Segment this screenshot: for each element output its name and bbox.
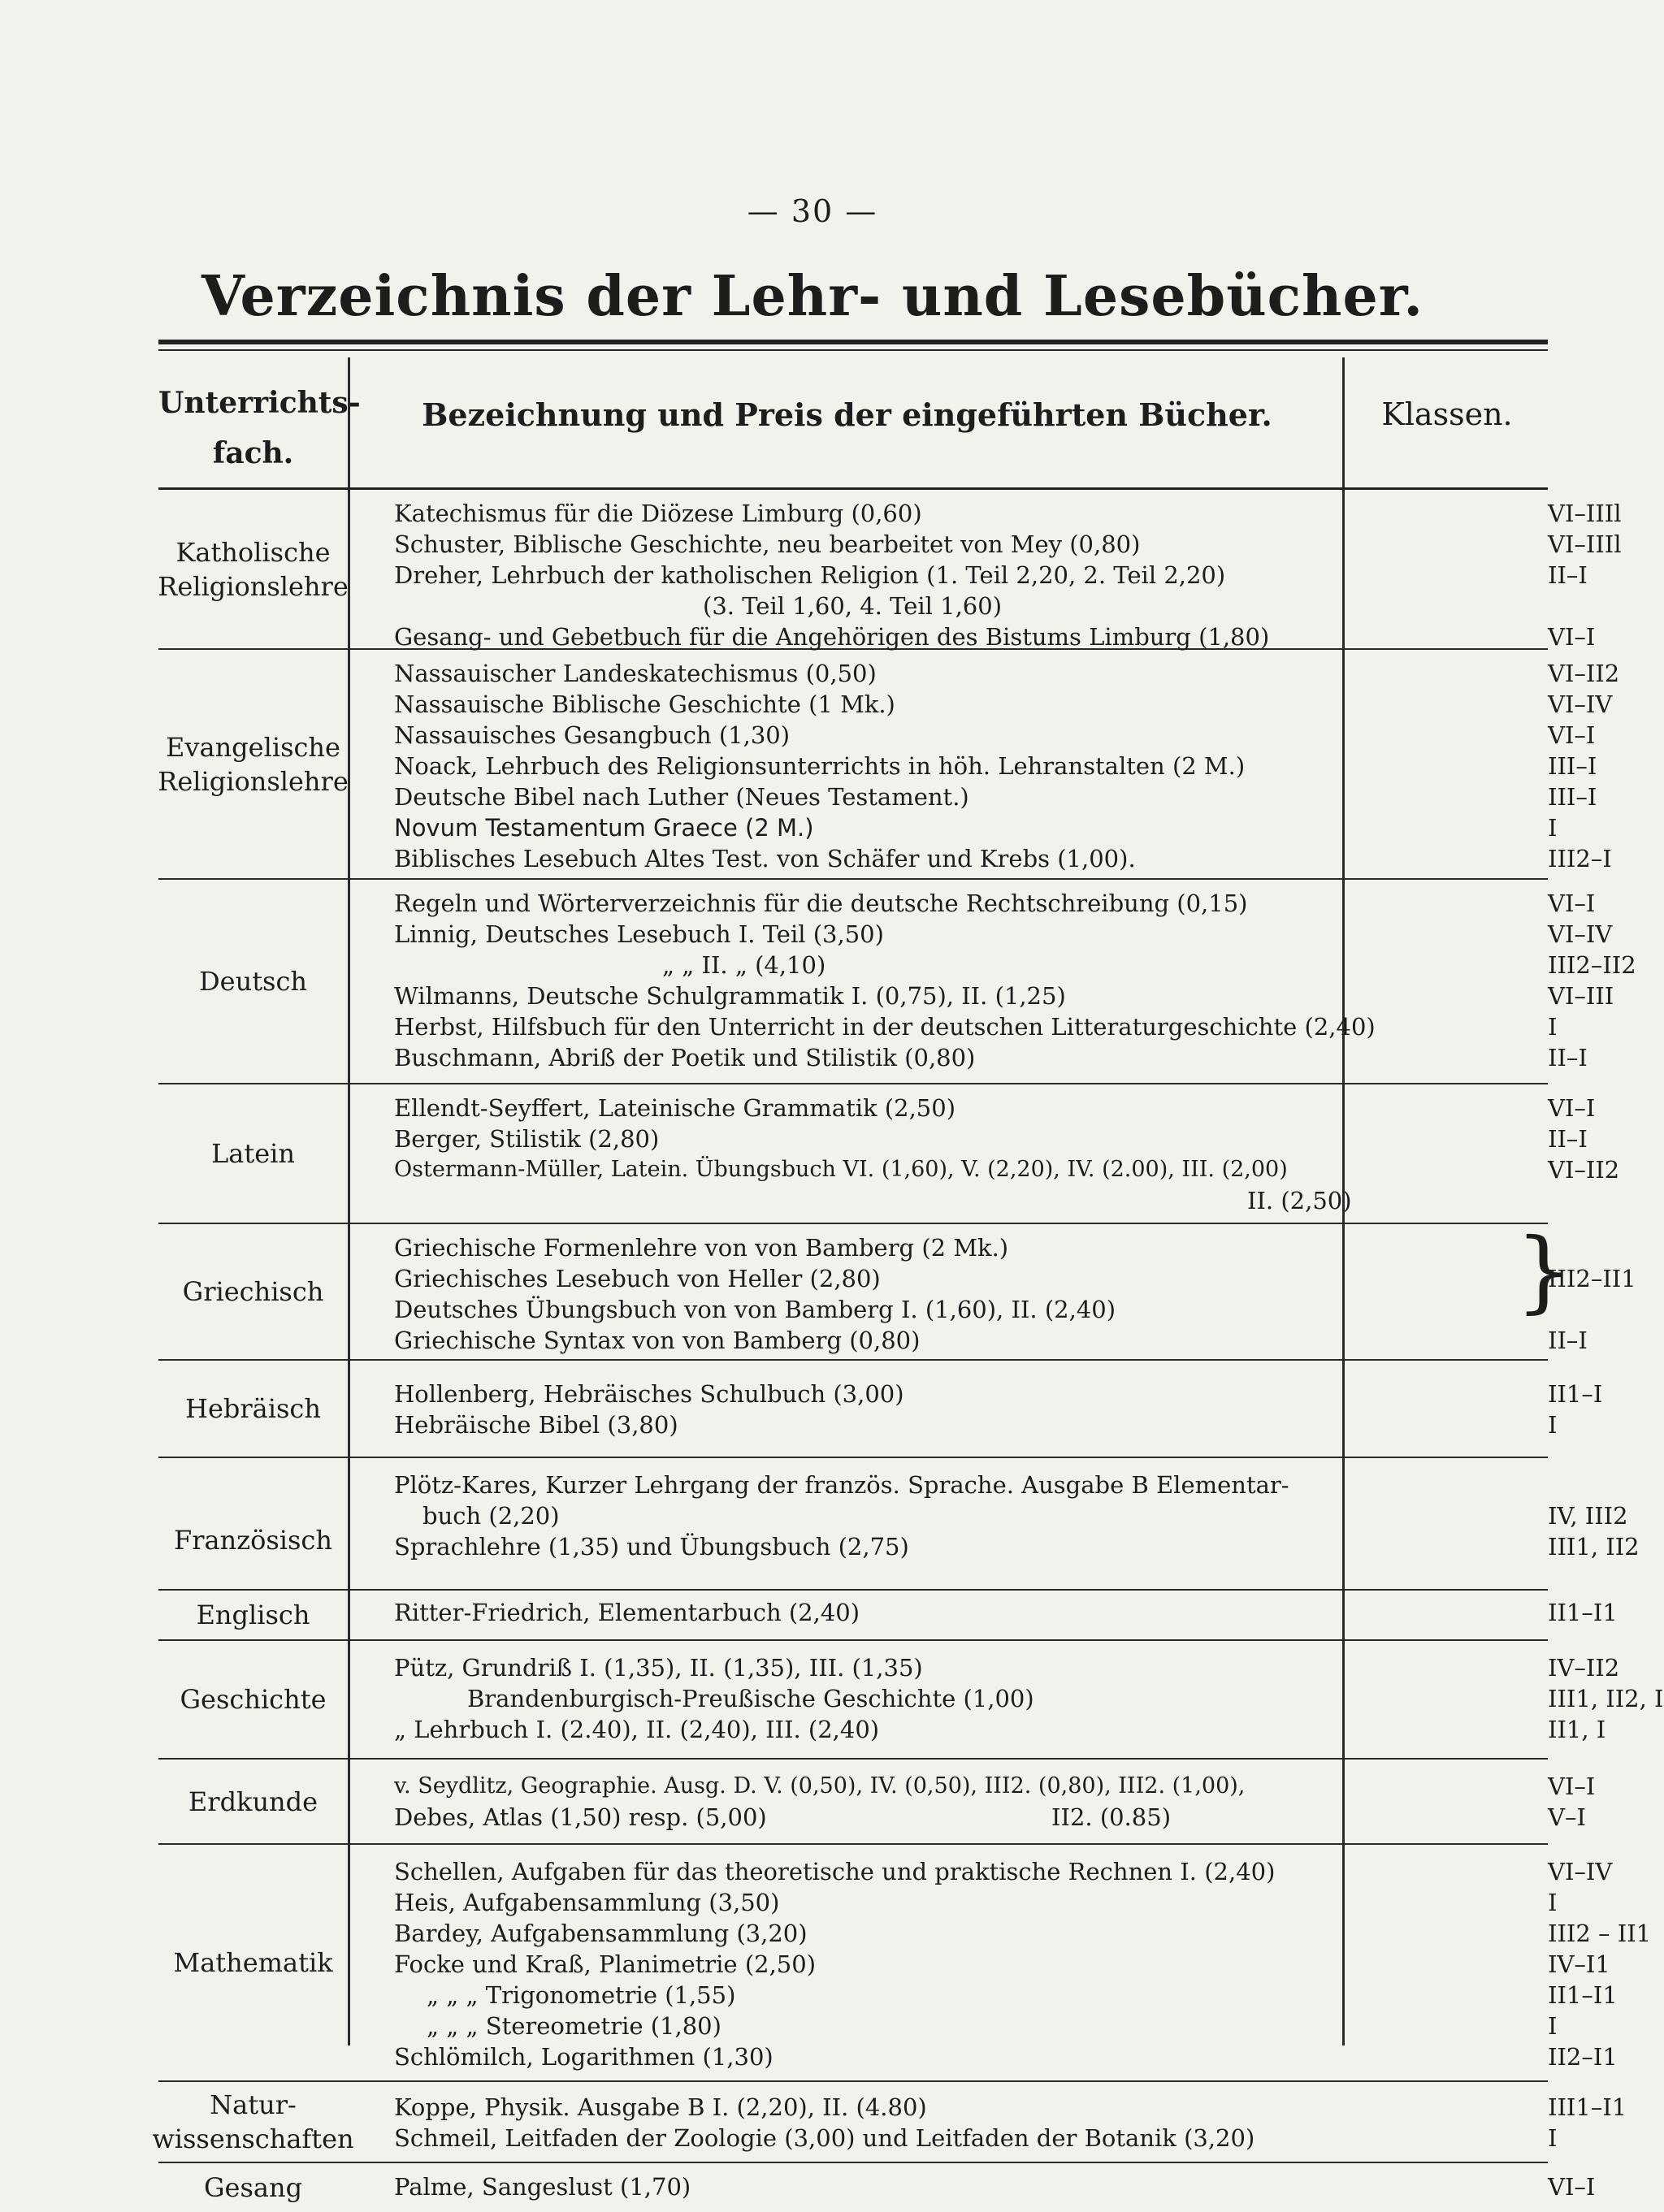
- list-item: Ostermann-Müller, Latein. Übungsbuch VI. (1,60), V. (2,20), IV. (2.00), III. (2,00) VI–II2: [394, 1156, 1620, 1184]
- list-item: Dreher, Lehrbuch der katholischen Religion (1. Teil 2,20, 2. Teil 2,20) II–I: [394, 561, 1588, 589]
- list-item: Gesang- und Gebetbuch für die Angehörigen des Bistums Limburg (1,80) VI–I: [394, 623, 1596, 651]
- list-item: Schuster, Biblische Geschichte, neu bearbeitet von Mey (0,80) VI–IIIl: [394, 530, 1622, 558]
- list-item: Focke und Kraß, Planimetrie (2,50) IV–I1: [394, 1950, 1610, 1978]
- title-rule-thin: [158, 349, 1548, 351]
- page-number: — 30 —: [747, 193, 878, 229]
- subject-label: Mathematik: [173, 1947, 333, 1978]
- list-item: Regeln und Wörterverzeichnis für die deutsche Rechtschreibung (0,15) VI–I: [394, 890, 1596, 917]
- section-griechisch: [158, 1219, 1636, 1361]
- subject-label: Geschichte: [180, 1684, 327, 1715]
- list-item: „ „ „ Stereometrie (1,80) I: [427, 2012, 1558, 2040]
- list-item: Brandenburgisch-Preußische Geschichte (1,00) III1, II2, I: [467, 1685, 1664, 1712]
- table-header: [158, 357, 1548, 487]
- subject-label: Erdkunde: [188, 1786, 318, 1817]
- list-item: Palme, Sangeslust (1,70) VI–I: [394, 2173, 1596, 2201]
- subject-label: Latein: [211, 1138, 295, 1169]
- header-classes: Klassen.: [1381, 396, 1513, 432]
- brace-glyph: }: [1515, 1219, 1572, 1322]
- list-item: Herbst, Hilfsbuch für den Unterricht in der deutschen Litteraturgeschichte (2,40) I: [394, 1013, 1558, 1041]
- list-item: Deutsches Übungsbuch von von Bamberg I. (1,60), II. (2,40): [394, 1296, 1116, 1323]
- section-geschichte: [158, 1641, 1664, 1760]
- list-item: Griechische Formenlehre von von Bamberg (2 Mk.): [394, 1234, 1009, 1262]
- page-title: Verzeichnis der Lehr- und Lesebücher.: [201, 264, 1424, 329]
- list-item: Griechische Syntax von von Bamberg (0,80) II–I: [394, 1327, 1588, 1354]
- list-item: Koppe, Physik. Ausgabe B I. (2,20), II. (4.80) III1–I1: [394, 2093, 1627, 2121]
- section-hebraeisch: [158, 1361, 1603, 1458]
- subject-label: Englisch: [196, 1599, 310, 1630]
- section-katholische-religion: [158, 490, 1622, 651]
- list-item: Linnig, Deutsches Lesebuch I. Teil (3,50) VI–IV: [394, 920, 1613, 948]
- book-table: [152, 490, 1664, 2212]
- list-item: Deutsche Bibel nach Luther (Neues Testament.) III–I: [394, 783, 1597, 811]
- subject-label: Natur-wissenschaften: [152, 2089, 354, 2154]
- list-item: Debes, Atlas (1,50) resp. (5,00) II2. (0.85) V–I: [394, 1803, 1586, 1831]
- list-item: Griechisches Lesebuch von Heller (2,80) III2–II1: [394, 1265, 1636, 1292]
- list-item: Hebräische Bibel (3,80) I: [394, 1411, 1558, 1439]
- list-item: Bardey, Aufgabensammlung (3,20) III2 – II1: [394, 1920, 1652, 1947]
- list-item: buch (2,20) IV, III2: [422, 1502, 1628, 1530]
- list-item: Katechismus für die Diözese Limburg (0,60) VI–IIIl: [394, 500, 1622, 527]
- list-item: Ellendt-Seyffert, Lateinische Grammatik (2,50) VI–I: [394, 1094, 1596, 1122]
- list-item: v. Seydlitz, Geographie. Ausg. D. V. (0,50), IV. (0,50), III2. (0,80), III2. (1,00), VI–I: [394, 1773, 1596, 1800]
- subject-label: Katholische Religionslehre: [158, 536, 349, 602]
- list-item: „ Lehrbuch I. (2.40), II. (2,40), III. (2,40) II1, I: [394, 1716, 1606, 1743]
- list-item: Nassauische Biblische Geschichte (1 Mk.) VI–IV: [394, 690, 1613, 718]
- section-naturwissenschaften: [152, 2082, 1627, 2163]
- section-evangelische-religion: [158, 650, 1620, 880]
- list-item: Nassauischer Landeskatechismus (0,50) VI–II2: [394, 660, 1620, 687]
- list-item: Schellen, Aufgaben für das theoretische und praktische Rechnen I. (2,40) VI–IV: [394, 1858, 1613, 1885]
- list-item: (3. Teil 1,60, 4. Teil 1,60): [703, 592, 1003, 620]
- subject-label: Griechisch: [182, 1276, 324, 1307]
- list-item: Sprachlehre (1,35) und Übungsbuch (2,75) III1, II2: [394, 1533, 1640, 1561]
- header-subject: Unterrichts-fach.: [158, 386, 361, 470]
- subject-label: Gesang: [203, 2172, 303, 2203]
- list-item: Ritter-Friedrich, Elementarbuch (2,40) II1–I1: [394, 1599, 1618, 1626]
- list-item: Nassauisches Gesangbuch (1,30) VI–I: [394, 721, 1596, 749]
- list-item: Wilmanns, Deutsche Schulgrammatik I. (0,75), II. (1,25) VI–III: [394, 982, 1614, 1010]
- section-englisch: [158, 1591, 1618, 1641]
- title-rule-thick: [158, 340, 1548, 344]
- list-item: Plötz-Kares, Kurzer Lehrgang der französ. Sprache. Ausgabe B Elementar-: [394, 1471, 1289, 1499]
- section-latein: [158, 1084, 1620, 1224]
- list-item: Schmeil, Leitfaden der Zoologie (3,00) und Leitfaden der Botanik (3,20) I: [394, 2124, 1558, 2152]
- list-item: Noack, Lehrbuch des Religionsunterrichts in höh. Lehranstalten (2 M.) III–I: [394, 752, 1597, 780]
- section-mathematik: [158, 1845, 1652, 2082]
- list-item: Schlömilch, Logarithmen (1,30) II2–I1: [394, 2043, 1618, 2071]
- subject-label: Französisch: [174, 1524, 332, 1556]
- list-item: Novum Testamentum Graece (2 M.) I: [394, 814, 1558, 842]
- section-franzoesisch: [158, 1458, 1640, 1591]
- list-item: II. (2,50): [1247, 1187, 1352, 1214]
- header-description: Bezeichnung und Preis der eingeführten Bücher.: [422, 396, 1272, 433]
- subject-label: Deutsch: [198, 966, 307, 997]
- list-item: Heis, Aufgabensammlung (3,50) I: [394, 1889, 1558, 1916]
- list-item: Hollenberg, Hebräisches Schulbuch (3,00) II1–I: [394, 1380, 1603, 1408]
- subject-label: Hebräisch: [185, 1393, 321, 1424]
- section-deutsch: [158, 880, 1636, 1084]
- list-item: Biblisches Lesebuch Altes Test. von Schäfer und Krebs (1,00). III2–I: [394, 845, 1612, 872]
- list-item: Pütz, Grundriß I. (1,35), II. (1,35), III. (1,35) IV–II2: [394, 1654, 1620, 1682]
- section-erdkunde: [158, 1760, 1596, 1845]
- list-item: „ „ „ Trigonometrie (1,55) II1–I1: [427, 1981, 1618, 2009]
- section-gesang: [158, 2163, 1596, 2212]
- list-item: Buschmann, Abriß der Poetik und Stilistik (0,80) II–I: [394, 1044, 1588, 1071]
- list-item: Berger, Stilistik (2,80) II–I: [394, 1125, 1588, 1153]
- list-item: „ „ II. „ (4,10) III2–II2: [662, 951, 1636, 979]
- subject-label: Evangelische Religionslehre: [158, 731, 349, 797]
